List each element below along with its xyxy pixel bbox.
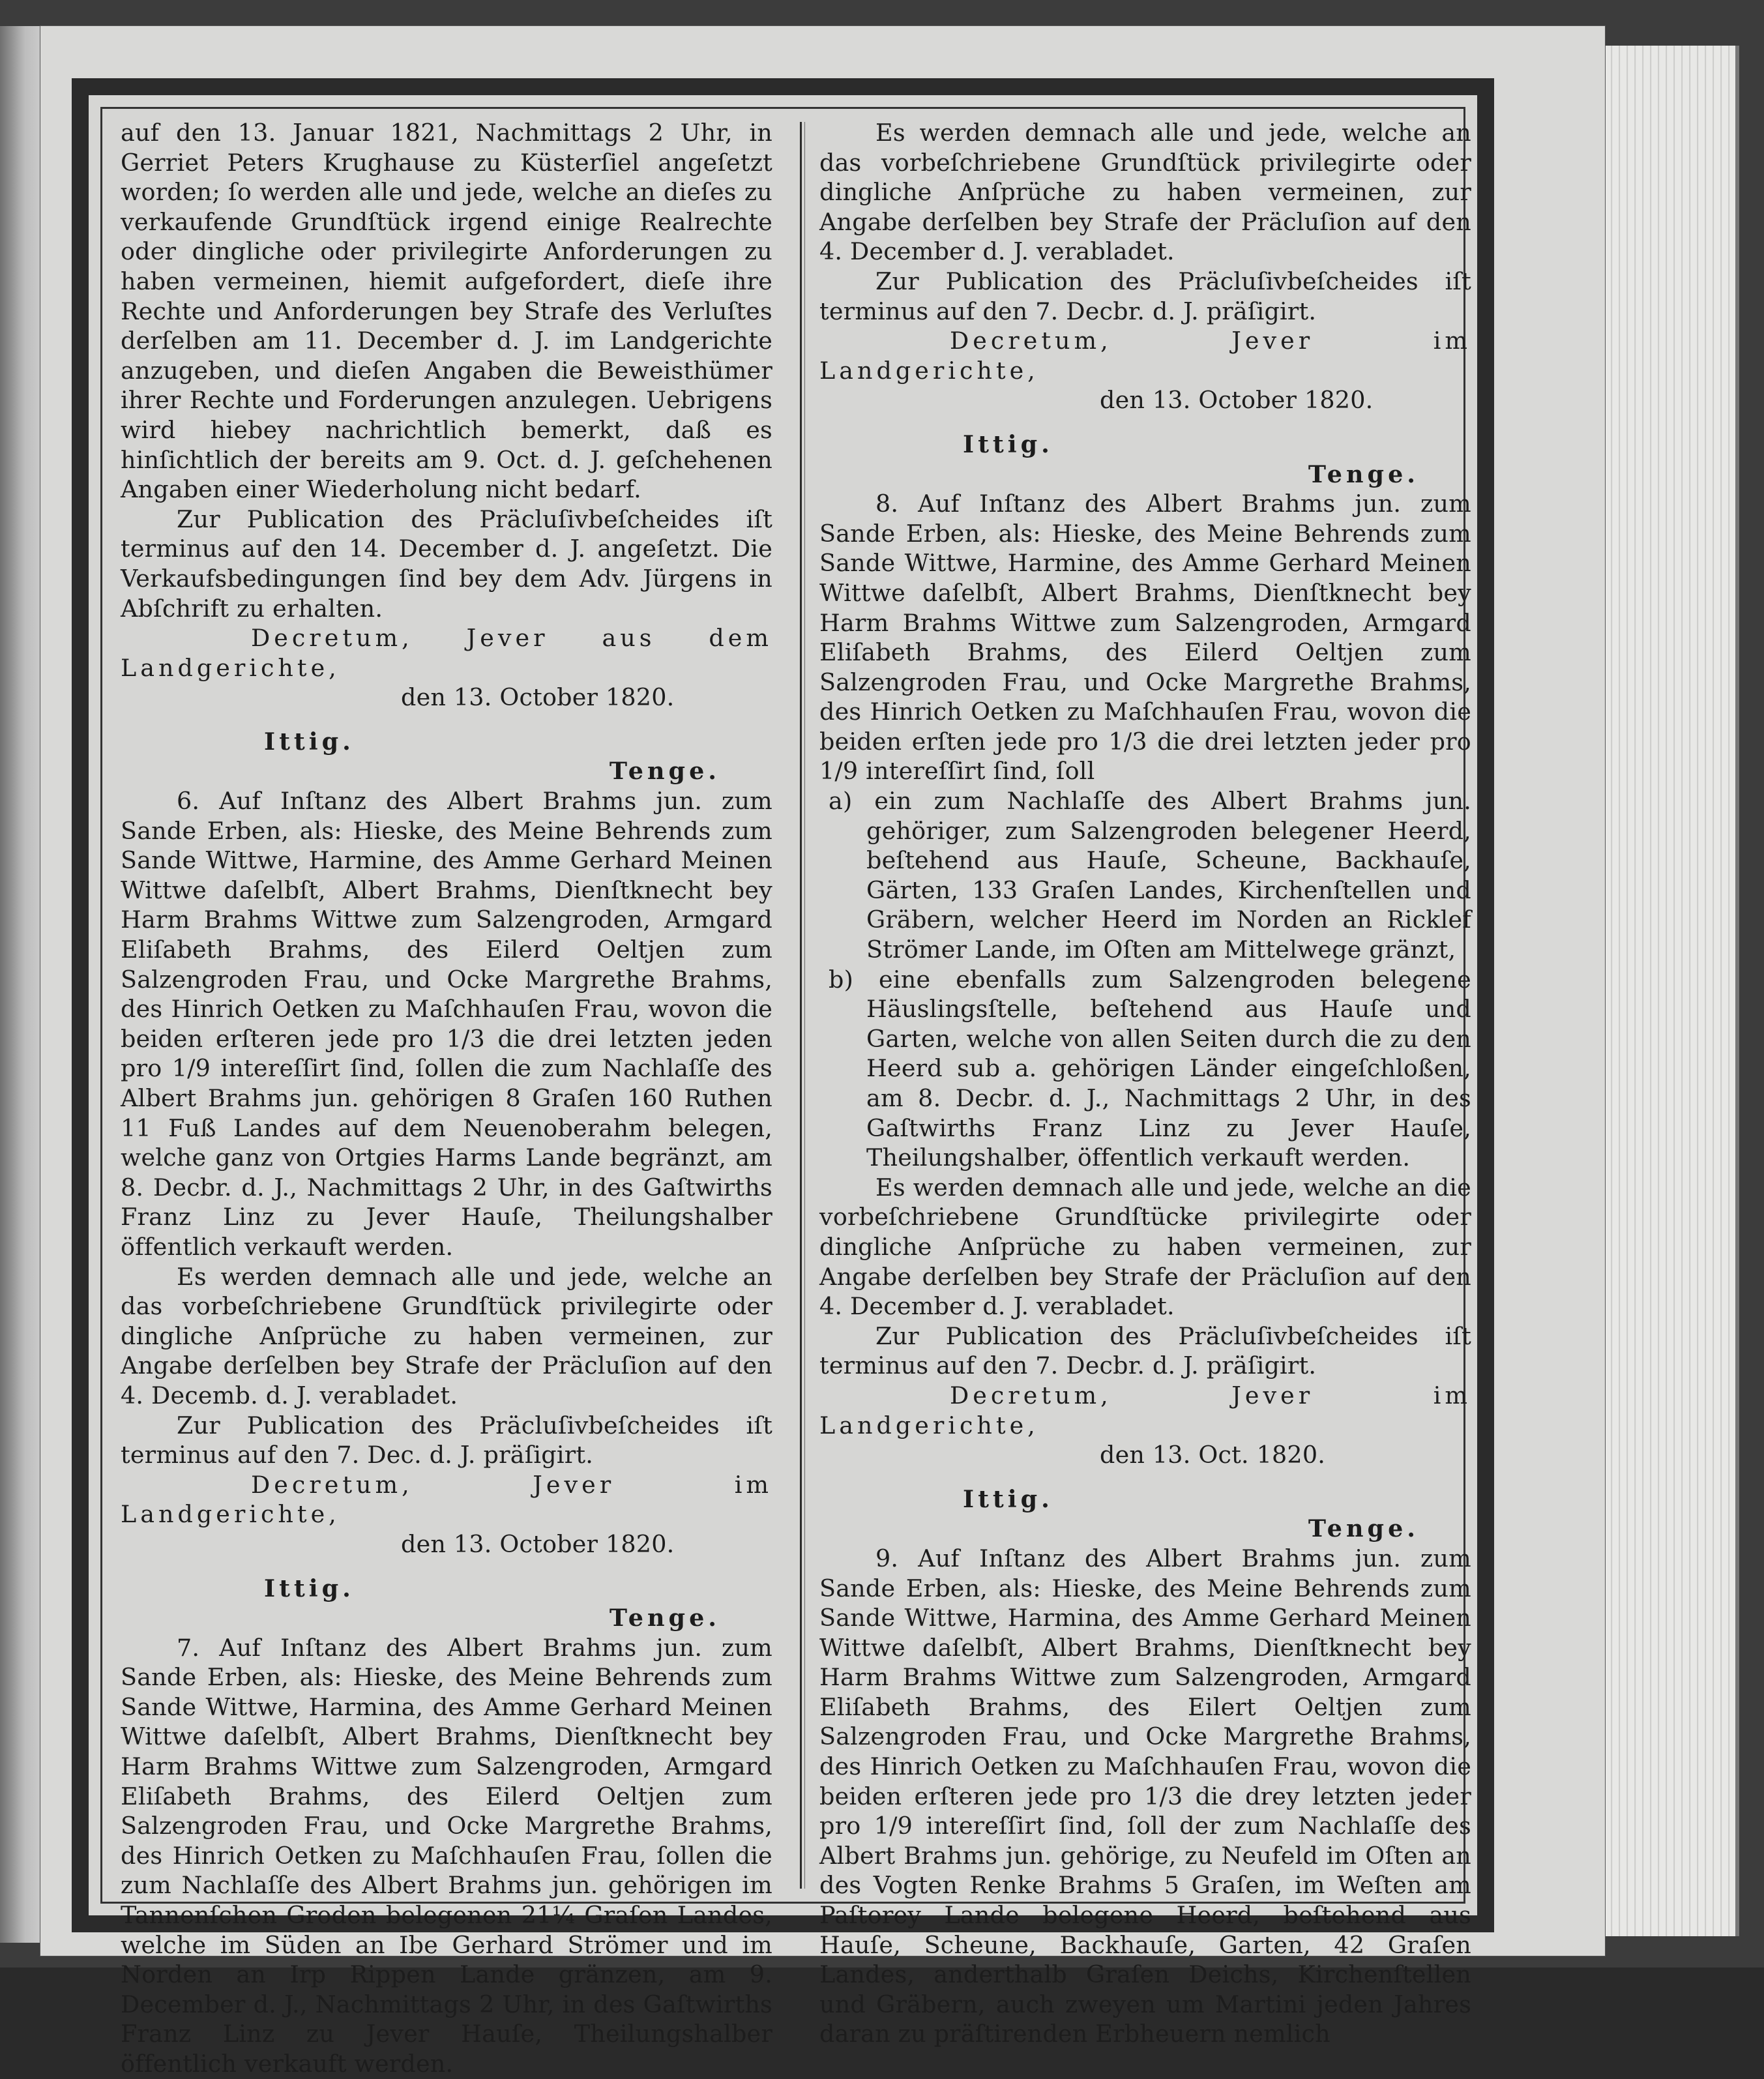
right-decretum-1: Decretum, Jever im Landgerichte, [819, 327, 1471, 385]
column-divider [800, 122, 805, 1889]
left-signature-tenge-1: Tenge. [609, 757, 720, 786]
left-signature-tenge-2: Tenge. [609, 1604, 720, 1632]
right-paragraph-1: Es werden demnach alle und jede, welche an das vorbeſchriebene Grundſtück privilegirte oder dingliche Anſprüche zu haben vermeinen, zur Angabe derſelben bey Strafe der Präcluſion auf den 4. December d. J. verabladet. [819, 119, 1471, 266]
right-signature-tenge-1: Tenge. [1308, 460, 1419, 488]
right-paragraph-8c: Zur Publication des Präcluſivbeſcheides iſt terminus auf den 7. Decbr. d. J. präſigirt. [819, 1321, 1471, 1380]
left-paragraph-6b: Es werden demnach alle und jede, welche an das vorbeſchriebene Grundſtück privilegirte oder dingliche Anſprüche zu haben vermeinen, zur Angabe derſelben bey Strafe der Präcluſion auf den 4. Decemb. d. J. verabladet. [121, 1262, 772, 1409]
left-signature-ittig-1: Ittig. [264, 727, 355, 756]
right-signature-ittig-1: Ittig. [963, 430, 1053, 458]
right-paragraph-8b: Es werden demnach alle und jede, welche an die vorbeſchriebene Grundſtücke privilegirte oder dingliche Anſprüche zu haben vermeinen, zur Angabe derſelben bey Strafe der Präcluſion auf den 4. December d. J. verabladet. [819, 1173, 1471, 1321]
right-column [819, 118, 1471, 2048]
right-paragraph-9: 9. Auf Inſtanz des Albert Brahms jun. zum Sande Erben, als: Hieske, des Meine Behrends zum Sande Wittwe, Harmina, des Amme Gerhard Meinen Wittwe daſelbſt, Albert Brahms, Dienſtknecht bey Harm Brahms Wittwe zum Salzengroden, Armgard Eliſabeth Brahms, des Eilert Oeltjen zum Salzengroden Frau, und Ocke Margrethe Brahms, des Hinrich Oetken zu Maſchhauſen Frau, wovon die beiden erſteren jede pro 1/3 die drey letzten jeder pro 1/9 intereſſirt ſind, ſoll der zum Nachlaſſe des Albert Brahms jun. gehörige, zu Neufeld im Oſten an des Vogten Renke Brahms 5 Graſen, im Weſten am Paſtorey Lande belegene Heerd, beſtehend aus Hauſe, Scheune, Backhauſe, Garten, 42 Graſen Landes, anderthalb Graſen Deichs, Kirchenſtellen und Gräbern, auch zweyen um Martini jeden Jahres daran zu präſtirenden Erbheuern nemlich [819, 1544, 1471, 2048]
right-paragraph-2: Zur Publication des Präcluſivbeſcheides iſt terminus auf den 7. Decbr. d. J. präſigirt. [819, 267, 1471, 325]
right-decretum-2-date: den 13. Oct. 1820. [1100, 1441, 1326, 1469]
right-decretum-1-date: den 13. October 1820. [1100, 386, 1374, 415]
left-paragraph-6: 6. Auf Inſtanz des Albert Brahms jun. zum Sande Erben, als: Hieske, des Meine Behrends zum Sande Wittwe, Harmine, des Amme Gerhard Meinen Wittwe daſelbſt, Albert Brahms, Dienſtknecht bey Harm Brahms Wittwe zum Salzengroden, Armgard Eliſabeth Brahms, des Eilerd Oeltjen zum Salzengroden Frau, und Ocke Margrethe Brahms, des Hinrich Oetken zu Maſchhauſen Frau, wovon die beiden erſteren jede pro 1/3 die drei letzten jeden pro 1/9 intereſſirt ſind, ſollen die zum Nachlaſſe des Albert Brahms jun. gehörigen 8 Graſen 160 Ruthen 11 Fuß Landes auf dem Neuenoberahm belegen, welche ganz von Ortgies Harms Lande begränzt, am 8. Decbr. d. J., Nachmittags 2 Uhr, in des Gaſtwirths Franz Linz zu Jever Hauſe, Theilungshalber öffentlich verkauft werden. [121, 787, 772, 1261]
left-paragraph-7: 7. Auf Inſtanz des Albert Brahms jun. zum Sande Erben, als: Hieske, des Meine Behrends zum Sande Wittwe, Harmina, des Amme Gerhard Meinen Wittwe daſelbſt, Albert Brahms, Dienſtknecht bey Harm Brahms Wittwe zum Salzengroden, Armgard Eliſabeth Brahms, des Eilerd Oeltjen zum Salzengroden Frau, und Ocke Margrethe Brahms, des Hinrich Oetken zu Maſchhauſen Frau, ſollen die zum Nachlaſſe des Albert Brahms jun. gehörigen im Tannenſchen Groden belegenen 21¼ Graſen Landes, welche im Süden an Ibe Gerhard Strömer und im Norden an Irp Rippen Lande gränzen, am 9. December d. J., Nachmittags 2 Uhr, in des Gaſtwirths Franz Linz zu Jever Hauſe, Theilungshalber öffentlich verkauft werden. [121, 1633, 772, 2078]
page-stack-edge [1605, 46, 1739, 1936]
right-item-a: a) ein zum Nachlaſſe des Albert Brahms jun. gehöriger, zum Salzengroden belegener Heerd, beſtehend aus Hauſe, Scheune, Backhauſe, Gärten, 133 Graſen Landes, Kirchenſtellen und Gräbern, welcher Heerd im Norden an Ricklef Strömer Lande, im Oſten am Mittelwege gränzt, [829, 787, 1471, 964]
left-decretum-2: Decretum, Jever im Landgerichte, [121, 1470, 772, 1529]
left-signature-ittig-2: Ittig. [264, 1574, 355, 1602]
right-item-b: b) eine ebenfalls zum Salzengroden belegene Häuslingsſtelle, beſtehend aus Hauſe und Garten, welche von allen Seiten durch die zu den Heerd sub a. gehörigen Länder eingeſchloßen, am 8. Decbr. d. J., Nachmittags 2 Uhr, in des Gaſtwirths Franz Linz zu Jever Hauſe, Theilungshalber, öffentlich verkauft werden. [829, 965, 1471, 1172]
page-border-frame [72, 78, 1494, 2078]
left-column [121, 118, 772, 2078]
right-decretum-2: Decretum, Jever im Landgerichte, [819, 1381, 1471, 1439]
left-decretum-2-date: den 13. October 1820. [401, 1529, 675, 1558]
right-signature-ittig-2: Ittig. [963, 1484, 1053, 1513]
previous-page-edge [0, 26, 46, 1943]
right-paragraph-8: 8. Auf Inſtanz des Albert Brahms jun. zum Sande Erben, als: Hieske, des Meine Behrends zum Sande Wittwe, Harmine, des Amme Gerhard Meinen Wittwe daſelbſt, Albert Brahms, Dienſtknecht bey Harm Brahms Wittwe zum Salzengroden, Armgard Eliſabeth Brahms, des Eilerd Oeltjen zum Salzengroden Frau, und Ocke Margrethe Brahms, des Hinrich Oetken zu Maſchhauſen Frau, wovon die beiden erſten jede pro 1/3 die drei letzten jeder pro 1/9 intereſſirt ſind, ſoll [819, 490, 1471, 786]
page-inner-frame [100, 107, 1471, 2078]
left-paragraph-6c: Zur Publication des Präcluſivbeſcheides iſt terminus auf den 7. Dec. d. J. präſigirt. [121, 1411, 772, 1469]
left-paragraph-2: Zur Publication des Präcluſivbeſcheides iſt terminus auf den 14. December d. J. angeſetzt. Die Verkaufsbedingungen ſind bey dem Adv. Jürgens in Abſchrift zu erhalten. [121, 505, 772, 623]
left-decretum-1-date: den 13. October 1820. [401, 683, 675, 712]
document-page [40, 26, 1605, 2078]
left-decretum-1: Decretum, Jever aus dem Landgerichte, [121, 624, 772, 682]
right-signature-tenge-2: Tenge. [1308, 1514, 1419, 1543]
left-paragraph-1: auf den 13. Januar 1821, Nachmittags 2 Uhr, in Gerriet Peters Krughause zu Küsterſiel angeſetzt worden; ſo werden alle und jede, welche an dieſes zu verkaufende Grundſtück irgend einige Realrechte oder dingliche oder privilegirte Anforderungen zu haben vermeinen, hiemit aufgefordert, dieſe ihre Rechte und Anforderungen bey Strafe des Verluſtes derſelben am 11. December d. J. im Landgerichte anzugeben, und dieſen Angaben die Beweisthümer ihrer Rechte und Forderungen anzulegen. Uebrigens wird hiebey nachrichtlich bemerkt, daß es hinſichtlich der bereits am 9. Oct. d. J. geſchehenen Angaben einer Wiederholung nicht bedarf. [121, 119, 772, 504]
